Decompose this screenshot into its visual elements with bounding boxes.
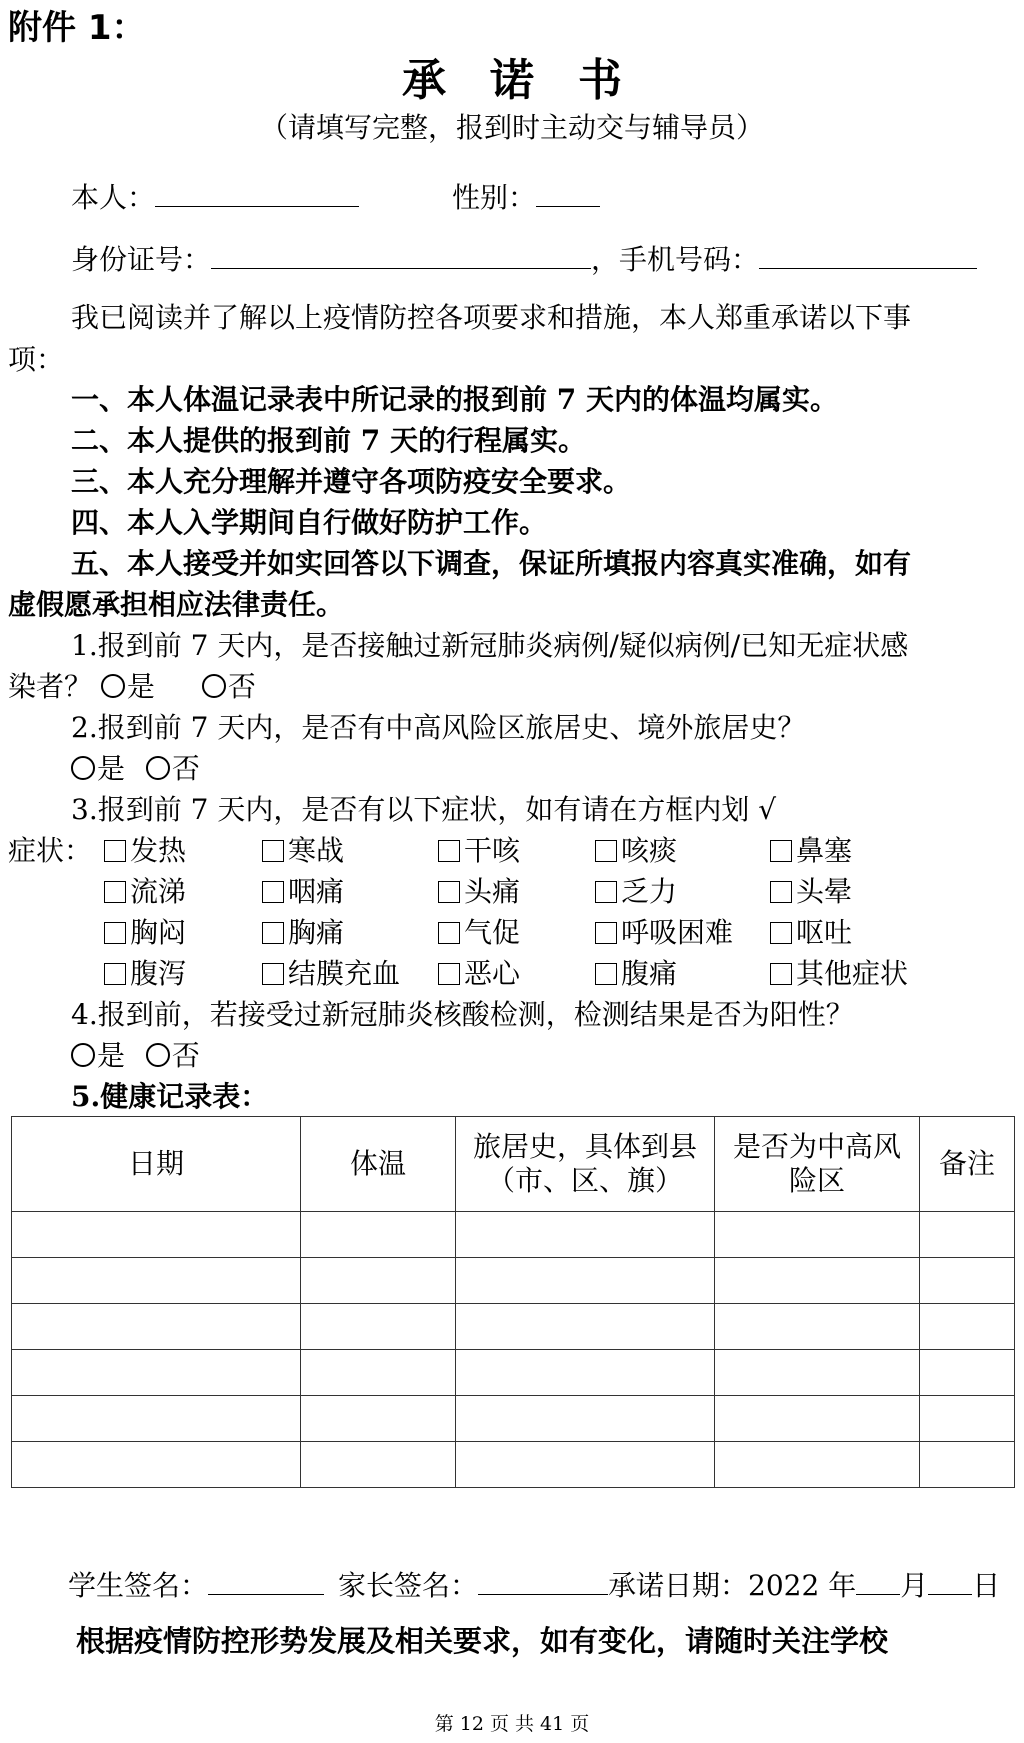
- symptom-checkbox[interactable]: [104, 915, 186, 951]
- symptom-label: 胸闷: [130, 916, 187, 949]
- health-record-table: [11, 1116, 1015, 1488]
- checkbox-icon: [262, 881, 284, 903]
- symptom-label: 头痛: [464, 875, 521, 908]
- no-label: 否: [171, 1039, 200, 1072]
- question-2-options: [71, 751, 238, 787]
- radio-circle-icon: [71, 1043, 95, 1067]
- radio-circle-icon: [101, 674, 125, 698]
- q1-no-option[interactable]: [202, 669, 256, 705]
- checkbox-icon: [438, 963, 460, 985]
- symptom-label: 寒战: [288, 834, 345, 867]
- checkbox-icon: [262, 840, 284, 862]
- question-4-options: [71, 1038, 238, 1074]
- table-cell[interactable]: [301, 1258, 456, 1304]
- gender-field[interactable]: [536, 178, 600, 207]
- table-cell[interactable]: [301, 1304, 456, 1350]
- name-label: 本人：: [71, 181, 156, 214]
- table-row: [12, 1350, 1015, 1396]
- table-cell[interactable]: [12, 1212, 301, 1258]
- table-cell[interactable]: [301, 1212, 456, 1258]
- intro-line-2: 项：: [8, 343, 65, 376]
- checkbox-icon: [595, 922, 617, 944]
- gender-label: 性别：: [452, 181, 537, 214]
- parent-signature-label: 家长签名：: [338, 1569, 479, 1602]
- month-field[interactable]: [856, 1566, 900, 1595]
- question-4: 4.报到前，若接受过新冠肺炎核酸检测，检测结果是否为阳性？: [71, 998, 854, 1031]
- checkbox-icon: [104, 881, 126, 903]
- table-cell[interactable]: [456, 1350, 715, 1396]
- question-1-text: 染者？: [8, 670, 93, 703]
- symptom-checkbox[interactable]: [595, 833, 677, 869]
- phone-field[interactable]: [759, 240, 977, 269]
- checkbox-icon: [595, 840, 617, 862]
- table-cell[interactable]: [920, 1212, 1015, 1258]
- table-cell[interactable]: [715, 1442, 920, 1488]
- radio-circle-icon: [202, 674, 226, 698]
- column-header-notes: 备注: [920, 1117, 1015, 1212]
- id-label: 身份证号：: [71, 243, 212, 276]
- table-cell[interactable]: [12, 1396, 301, 1442]
- phone-label: ，手机号码：: [591, 243, 760, 276]
- symptom-checkbox[interactable]: [770, 833, 852, 869]
- table-cell[interactable]: [920, 1396, 1015, 1442]
- table-row: [12, 1258, 1015, 1304]
- table-cell[interactable]: [456, 1258, 715, 1304]
- pledge-item-2: 二、本人提供的报到前 7 天的行程属实。: [71, 424, 586, 457]
- checkbox-icon: [595, 963, 617, 985]
- symptom-label: 气促: [464, 916, 521, 949]
- q4-yes-option[interactable]: [71, 1038, 125, 1074]
- question-2: 2.报到前 7 天内，是否有中高风险区旅居史、境外旅居史？: [71, 711, 806, 744]
- intro-line-1: 我已阅读并了解以上疫情防控各项要求和措施，本人郑重承诺以下事: [71, 301, 912, 334]
- pledge-item-3: 三、本人充分理解并遵守各项防疫安全要求。: [71, 465, 632, 498]
- column-header-risk-area: 是否为中高风 险区: [715, 1117, 920, 1212]
- pledge-item-1: 一、本人体温记录表中所记录的报到前 7 天内的体温均属实。: [71, 383, 838, 416]
- table-row: [12, 1442, 1015, 1488]
- yes-label: 是: [97, 752, 126, 785]
- symptom-label: 发热: [130, 834, 187, 867]
- column-header-date: 日期: [12, 1117, 301, 1212]
- symptom-checkbox[interactable]: [262, 956, 400, 992]
- symptom-label: 头晕: [796, 875, 853, 908]
- table-cell[interactable]: [920, 1350, 1015, 1396]
- table-cell[interactable]: [301, 1350, 456, 1396]
- checkbox-icon: [595, 881, 617, 903]
- table-cell[interactable]: [12, 1350, 301, 1396]
- parent-signature-field[interactable]: [478, 1566, 608, 1595]
- symptom-checkbox[interactable]: [438, 915, 520, 951]
- table-row: [12, 1304, 1015, 1350]
- checkbox-icon: [770, 922, 792, 944]
- symptom-label: 咽痛: [288, 875, 345, 908]
- student-signature-field[interactable]: [208, 1566, 324, 1595]
- table-cell[interactable]: [12, 1442, 301, 1488]
- table-cell[interactable]: [456, 1442, 715, 1488]
- symptom-label: 乏力: [621, 875, 678, 908]
- checkbox-icon: [438, 881, 460, 903]
- checkbox-icon: [770, 963, 792, 985]
- table-cell[interactable]: [715, 1212, 920, 1258]
- symptom-label: 其他症状: [796, 957, 909, 990]
- table-cell[interactable]: [920, 1442, 1015, 1488]
- checkbox-icon: [770, 881, 792, 903]
- symptom-checkbox[interactable]: [595, 915, 733, 951]
- symptom-checkbox[interactable]: [262, 915, 344, 951]
- symptom-label: 恶心: [464, 957, 521, 990]
- symptom-checkbox[interactable]: [770, 874, 852, 910]
- table-cell[interactable]: [12, 1258, 301, 1304]
- symptom-checkbox[interactable]: [595, 956, 677, 992]
- checkbox-icon: [438, 922, 460, 944]
- symptom-label: 干咳: [464, 834, 521, 867]
- symptom-label: 腹痛: [621, 957, 678, 990]
- name-field[interactable]: [155, 178, 359, 207]
- checkbox-icon: [104, 963, 126, 985]
- name-field-row: [71, 178, 359, 216]
- checkbox-icon: [438, 840, 460, 862]
- symptom-label: 呼吸困难: [621, 916, 734, 949]
- no-label: 否: [227, 670, 256, 703]
- page-title: 承 诺 书: [402, 55, 622, 106]
- table-cell[interactable]: [456, 1396, 715, 1442]
- symptom-checkbox[interactable]: [770, 915, 852, 951]
- radio-circle-icon: [146, 1043, 170, 1067]
- yes-label: 是: [126, 670, 155, 703]
- symptom-checkbox[interactable]: [438, 956, 520, 992]
- symptom-checkbox[interactable]: [104, 956, 186, 992]
- table-cell[interactable]: [920, 1304, 1015, 1350]
- symptoms-label: 症状：: [8, 834, 93, 867]
- pledge-item-4: 四、本人入学期间自行做好防护工作。: [71, 506, 548, 539]
- symptom-label: 咳痰: [621, 834, 678, 867]
- pledge-item-5-line-2: 虚假愿承担相应法律责任。: [8, 588, 345, 621]
- symptom-label: 腹泻: [130, 957, 187, 990]
- table-cell[interactable]: [715, 1396, 920, 1442]
- table-cell[interactable]: [715, 1304, 920, 1350]
- day-field[interactable]: [928, 1566, 972, 1595]
- q1-yes-option[interactable]: [101, 669, 155, 705]
- column-header-travel-history: 旅居史，具体到县 （市、区、旗）: [456, 1117, 715, 1212]
- table-header-row: [12, 1117, 1015, 1212]
- q2-no-option[interactable]: [146, 751, 200, 787]
- question-1-line-2: [8, 669, 294, 705]
- symptom-checkbox[interactable]: [104, 874, 186, 910]
- page-number: 第 12 页 共 41 页: [434, 1713, 590, 1735]
- symptom-label: 呕吐: [796, 916, 853, 949]
- symptom-checkbox[interactable]: [262, 874, 344, 910]
- symptom-checkbox[interactable]: [438, 833, 520, 869]
- radio-circle-icon: [146, 756, 170, 780]
- gender-field-row: [452, 178, 600, 216]
- table-cell[interactable]: [456, 1304, 715, 1350]
- table-cell[interactable]: [301, 1442, 456, 1488]
- table-row: [12, 1212, 1015, 1258]
- column-header-temperature: 体温: [301, 1117, 456, 1212]
- table-cell[interactable]: [301, 1396, 456, 1442]
- radio-circle-icon: [71, 756, 95, 780]
- attachment-label: 附件 1：: [8, 8, 146, 48]
- id-number-field[interactable]: [211, 240, 591, 269]
- checkbox-icon: [104, 840, 126, 862]
- signature-row: [68, 1566, 1000, 1604]
- footer-notice: 根据疫情防控形势发展及相关要求，如有变化，请随时关注学校: [76, 1624, 889, 1658]
- symptom-checkbox[interactable]: [595, 874, 677, 910]
- symptom-checkbox[interactable]: [104, 833, 186, 869]
- question-5: 5.健康记录表：: [71, 1080, 269, 1113]
- pledge-date-label: 承诺日期：2022 年: [608, 1569, 857, 1602]
- id-phone-row: [71, 240, 977, 278]
- checkbox-icon: [104, 922, 126, 944]
- table-cell[interactable]: [920, 1258, 1015, 1304]
- symptom-label: 结膜充血: [288, 957, 401, 990]
- checkbox-icon: [262, 922, 284, 944]
- table-cell[interactable]: [456, 1212, 715, 1258]
- checkbox-icon: [262, 963, 284, 985]
- yes-label: 是: [97, 1039, 126, 1072]
- symptom-label: 流涕: [130, 875, 187, 908]
- question-1-line-1: 1.报到前 7 天内，是否接触过新冠肺炎病例/疑似病例/已知无症状感: [71, 629, 909, 662]
- pledge-item-5-line-1: 五、本人接受并如实回答以下调查，保证所填报内容真实准确，如有: [71, 547, 912, 580]
- table-row: [12, 1396, 1015, 1442]
- q2-yes-option[interactable]: [71, 751, 125, 787]
- day-label: 日: [972, 1569, 1001, 1602]
- student-signature-label: 学生签名：: [68, 1569, 209, 1602]
- symptom-label: 胸痛: [288, 916, 345, 949]
- table-cell[interactable]: [715, 1350, 920, 1396]
- month-label: 月: [900, 1569, 929, 1602]
- q4-no-option[interactable]: [146, 1038, 200, 1074]
- symptom-label: 鼻塞: [796, 834, 853, 867]
- question-3: 3.报到前 7 天内，是否有以下症状，如有请在方框内划 √: [71, 793, 777, 826]
- symptom-checkbox[interactable]: [770, 956, 908, 992]
- checkbox-icon: [770, 840, 792, 862]
- page-subtitle: （请填写完整，报到时主动交与辅导员）: [259, 111, 764, 144]
- table-cell[interactable]: [12, 1304, 301, 1350]
- no-label: 否: [171, 752, 200, 785]
- symptom-checkbox[interactable]: [262, 833, 344, 869]
- symptom-checkbox[interactable]: [438, 874, 520, 910]
- table-cell[interactable]: [715, 1258, 920, 1304]
